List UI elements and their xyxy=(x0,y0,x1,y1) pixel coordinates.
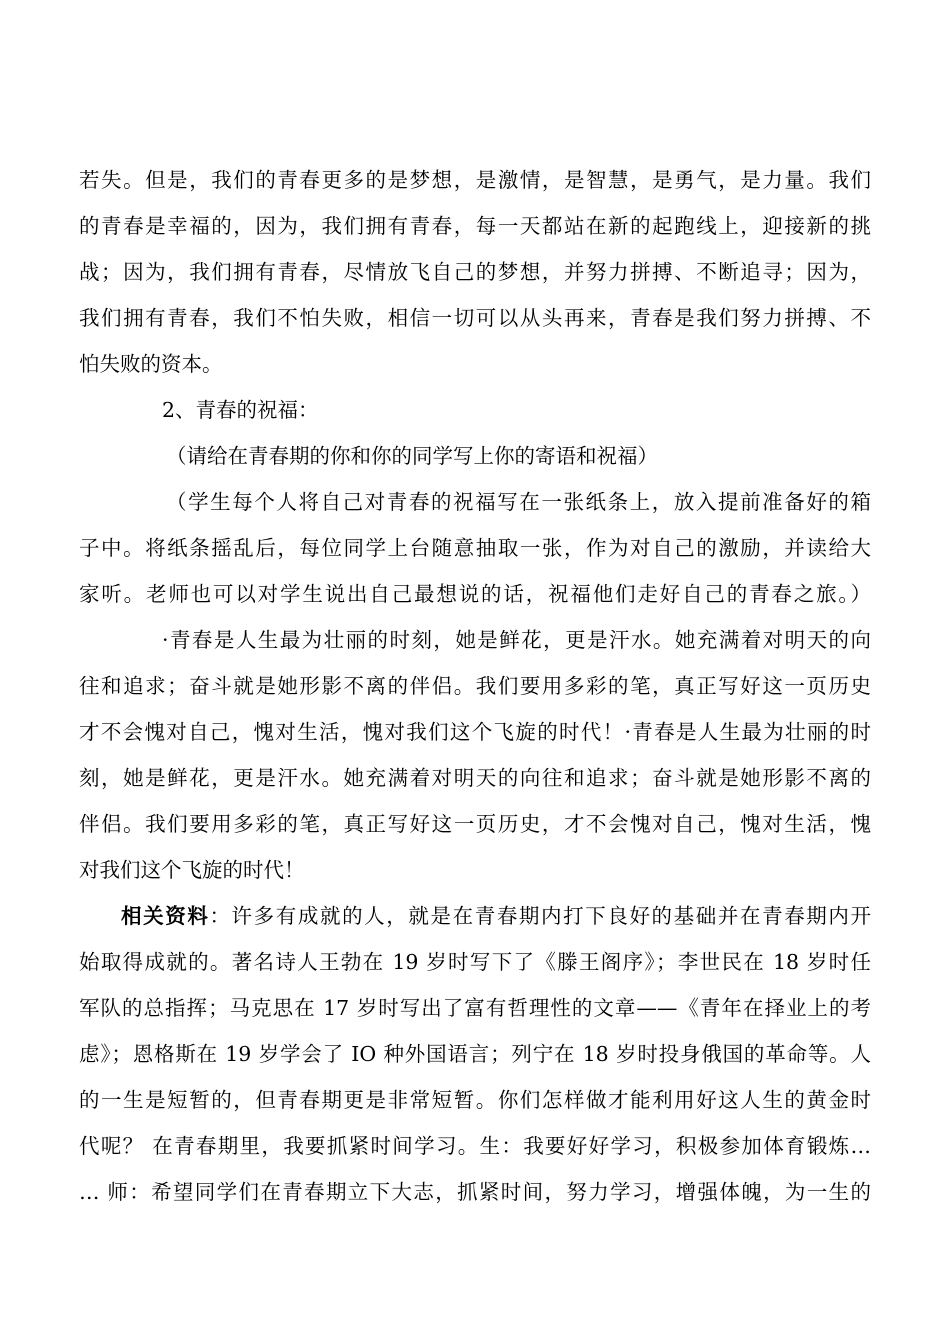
paragraph-line: （学生每个人将自己对青春的祝福写在一张纸条上，放入提前准备好的箱 xyxy=(166,490,871,514)
paragraph-line: 虑》；恩格斯在 19 岁学会了 IO 种外国语言；列宁在 18 岁时投身俄国的革命等。人 xyxy=(79,1042,871,1066)
paragraph-line: 始取得成就的。著名诗人王勃在 19 岁时写下了《滕王阁序》；李世民在 18 岁时任 xyxy=(79,950,871,974)
paragraph-line: 我们拥有青春，我们不怕失败，相信一切可以从头再来，青春是我们努力拼搏、不 xyxy=(79,306,871,330)
paragraph-line: 伴侣。我们要用多彩的笔，真正写好这一页历史，才不会愧对自己，愧对生活，愧 xyxy=(79,812,871,836)
paragraph-line: 往和追求；奋斗就是她形影不离的伴侣。我们要用多彩的笔，真正写好这一页历史 xyxy=(79,674,871,698)
paragraph-line: 子中。将纸条摇乱后，每位同学上台随意抽取一张，作为对自己的激励，并读给大 xyxy=(79,536,871,560)
paragraph-line: … 师：希望同学们在青春期立下大志，抓紧时间，努力学习，增强体魄，为一生的 xyxy=(79,1180,871,1204)
section-prompt: （请给在青春期的你和你的同学写上你的寄语和祝福） xyxy=(166,444,658,468)
paragraph-line: 才不会愧对自己，愧对生活，愧对我们这个飞旋的时代！·青春是人生最为壮丽的时 xyxy=(79,720,871,744)
paragraph-line: 战；因为，我们拥有青春，尽情放飞自己的梦想，并努力拼搏、不断追寻；因为， xyxy=(79,260,871,284)
paragraph-line: 怕失败的资本。 xyxy=(79,352,223,376)
paragraph-line: 家听。老师也可以对学生说出自己最想说的话，祝福他们走好自己的青春之旅。） xyxy=(79,582,871,606)
paragraph-line: 代呢？ 在青春期里，我要抓紧时间学习。生：我要好好学习，积极参加体育锻炼… xyxy=(79,1134,871,1158)
related-first-line-text: ：许多有成就的人，就是在青春期内打下良好的基础并在青春期内开 xyxy=(209,904,871,928)
paragraph-line: 对我们这个飞旋的时代！ xyxy=(79,858,305,882)
section-heading: 2、青春的祝福： xyxy=(162,398,319,422)
paragraph-line: 的一生是短暂的，但青春期更是非常短暂。你们怎样做才能利用好这人生的黄金时 xyxy=(79,1088,871,1112)
paragraph-line: 刻，她是鲜花，更是汗水。她充满着对明天的向往和追求；奋斗就是她形影不离的 xyxy=(79,766,871,790)
paragraph-line: 若失。但是，我们的青春更多的是梦想，是激情，是智慧，是勇气，是力量。我们 xyxy=(79,168,871,192)
related-first-line xyxy=(121,902,871,930)
paragraph-line: ·青春是人生最为壮丽的时刻，她是鲜花，更是汗水。她充满着对明天的向 xyxy=(162,628,871,652)
related-label: 相关资料 xyxy=(121,904,210,928)
paragraph-line: 的青春是幸福的，因为，我们拥有青春，每一天都站在新的起跑线上，迎接新的挑 xyxy=(79,214,871,238)
paragraph-line: 军队的总指挥；马克思在 17 岁时写出了富有哲理性的文章——《青年在择业上的考 xyxy=(79,996,871,1020)
